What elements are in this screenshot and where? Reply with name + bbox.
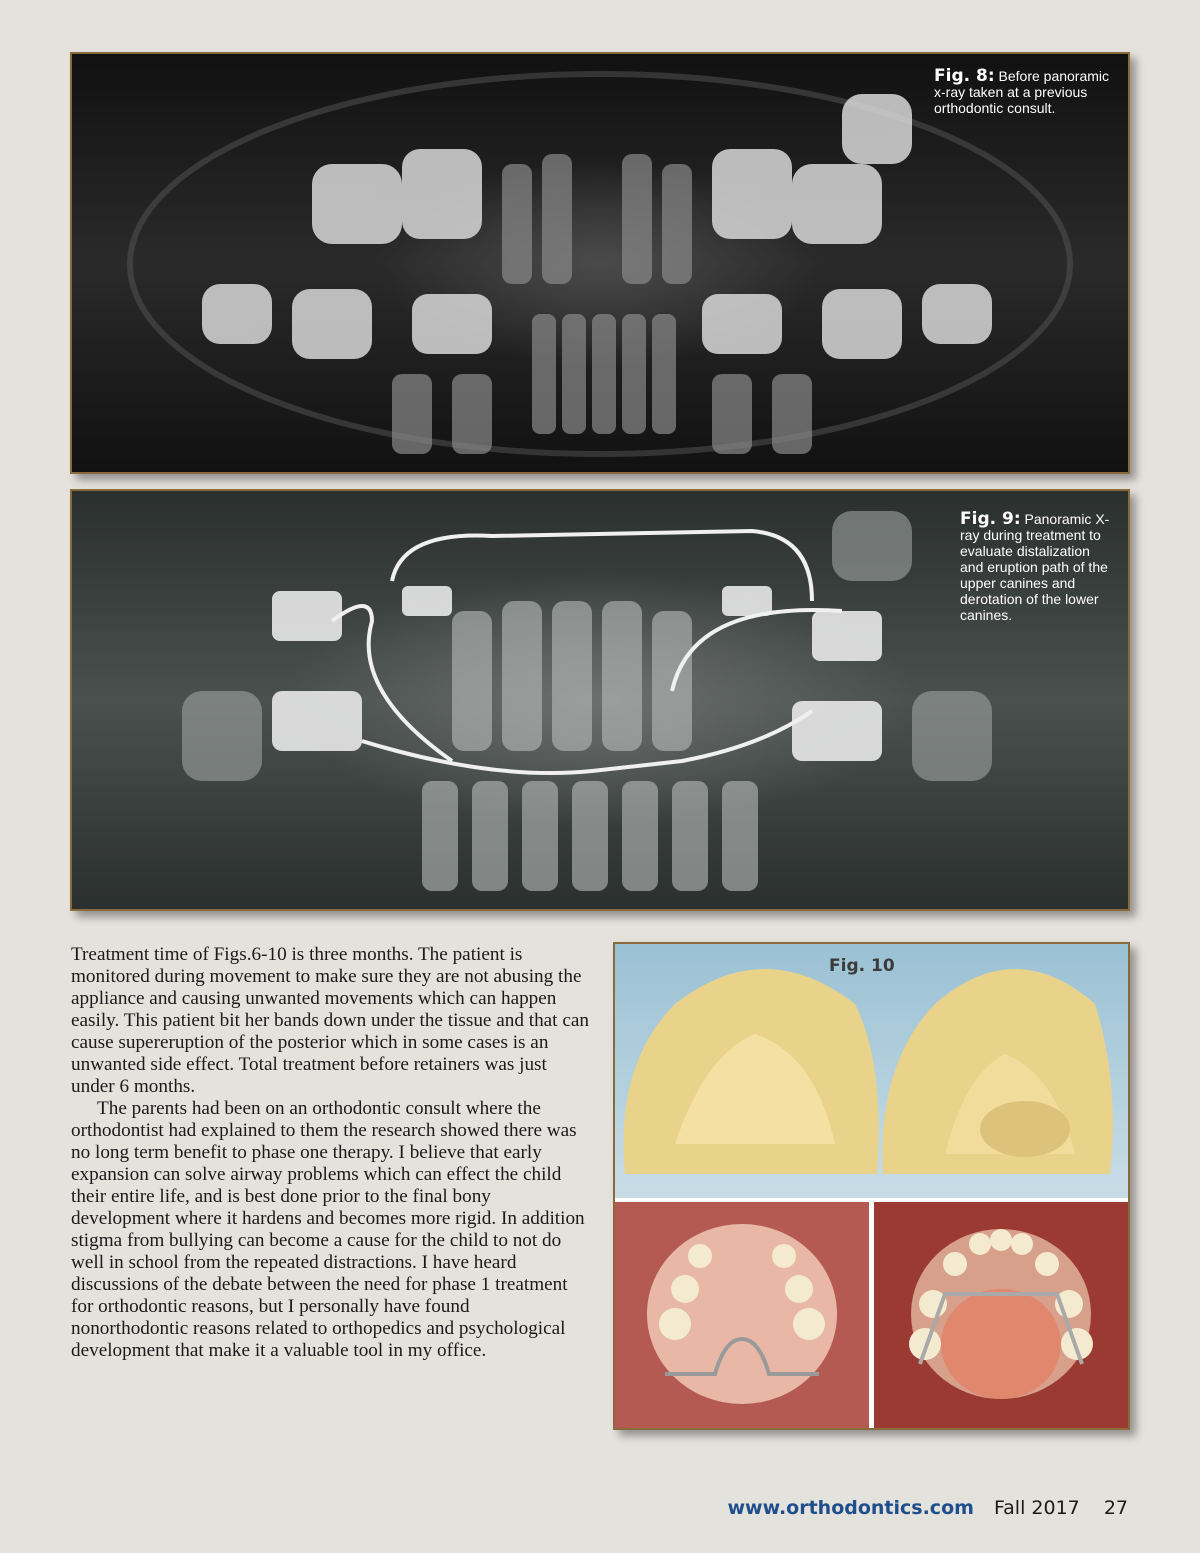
page-number: 27 xyxy=(1103,1497,1128,1519)
fig-9-caption xyxy=(960,511,1110,623)
panoramic-xray-before-image xyxy=(72,54,1128,472)
fig-10-label: Fig. 10 xyxy=(829,956,895,976)
article-paragraph-1: Treatment time of Figs.6-10 is three months. The patient is monitored during movement to make sure they are not abusing the appliance and causing unwanted movements which can happen easily. This patient bit her bands down under the tissue and that can cause supereruption of the posterior which in some cases is an unwanted side effect. Total treatment before retainers was just under 6 months. xyxy=(71,944,589,1097)
dental-models-and-appliances-photo xyxy=(615,944,1128,1428)
fig-8-label: Fig. 8: xyxy=(934,66,995,86)
fig-10-label-box xyxy=(829,958,895,974)
footer-website-link[interactable]: www.orthodontics.com xyxy=(727,1497,974,1519)
page-footer xyxy=(728,1497,1129,1519)
fig-8-caption xyxy=(934,68,1124,116)
fig-8-xray-frame xyxy=(70,52,1130,474)
article-paragraph-2: The parents had been on an orthodontic consult where the orthodontist had explained to them the research showed there was no long term benefit to phase one therapy. I believe that early expansion can solve airway problems which can effect the child their entire life, and is best done prior to the final bony development where it hardens and becomes more rigid. In addition stigma from bullying can become a cause for the child to not do well in school from the repeated distractions. I have heard discussions of the debate between the need for phase 1 treatment for orthodontic reasons, but I personally have found nonorthodontic reasons related to orthopedics and psychological development that make it a valuable tool in my office. xyxy=(71,1098,585,1361)
fig-9-label: Fig. 9: xyxy=(960,509,1021,529)
fig-9-caption-text: Panoramic X-ray during treatment to evaluate distalization and eruption path of the upper canines and derotation of the lower canines. xyxy=(960,511,1110,623)
fig-10-photo-frame xyxy=(613,942,1130,1430)
article-body xyxy=(71,944,591,1362)
fig-8-caption-text: Before panoramic x-ray taken at a previous orthodontic consult. xyxy=(934,68,1110,116)
fig-9-xray-frame xyxy=(70,489,1130,911)
footer-issue: Fall 2017 xyxy=(993,1497,1080,1519)
